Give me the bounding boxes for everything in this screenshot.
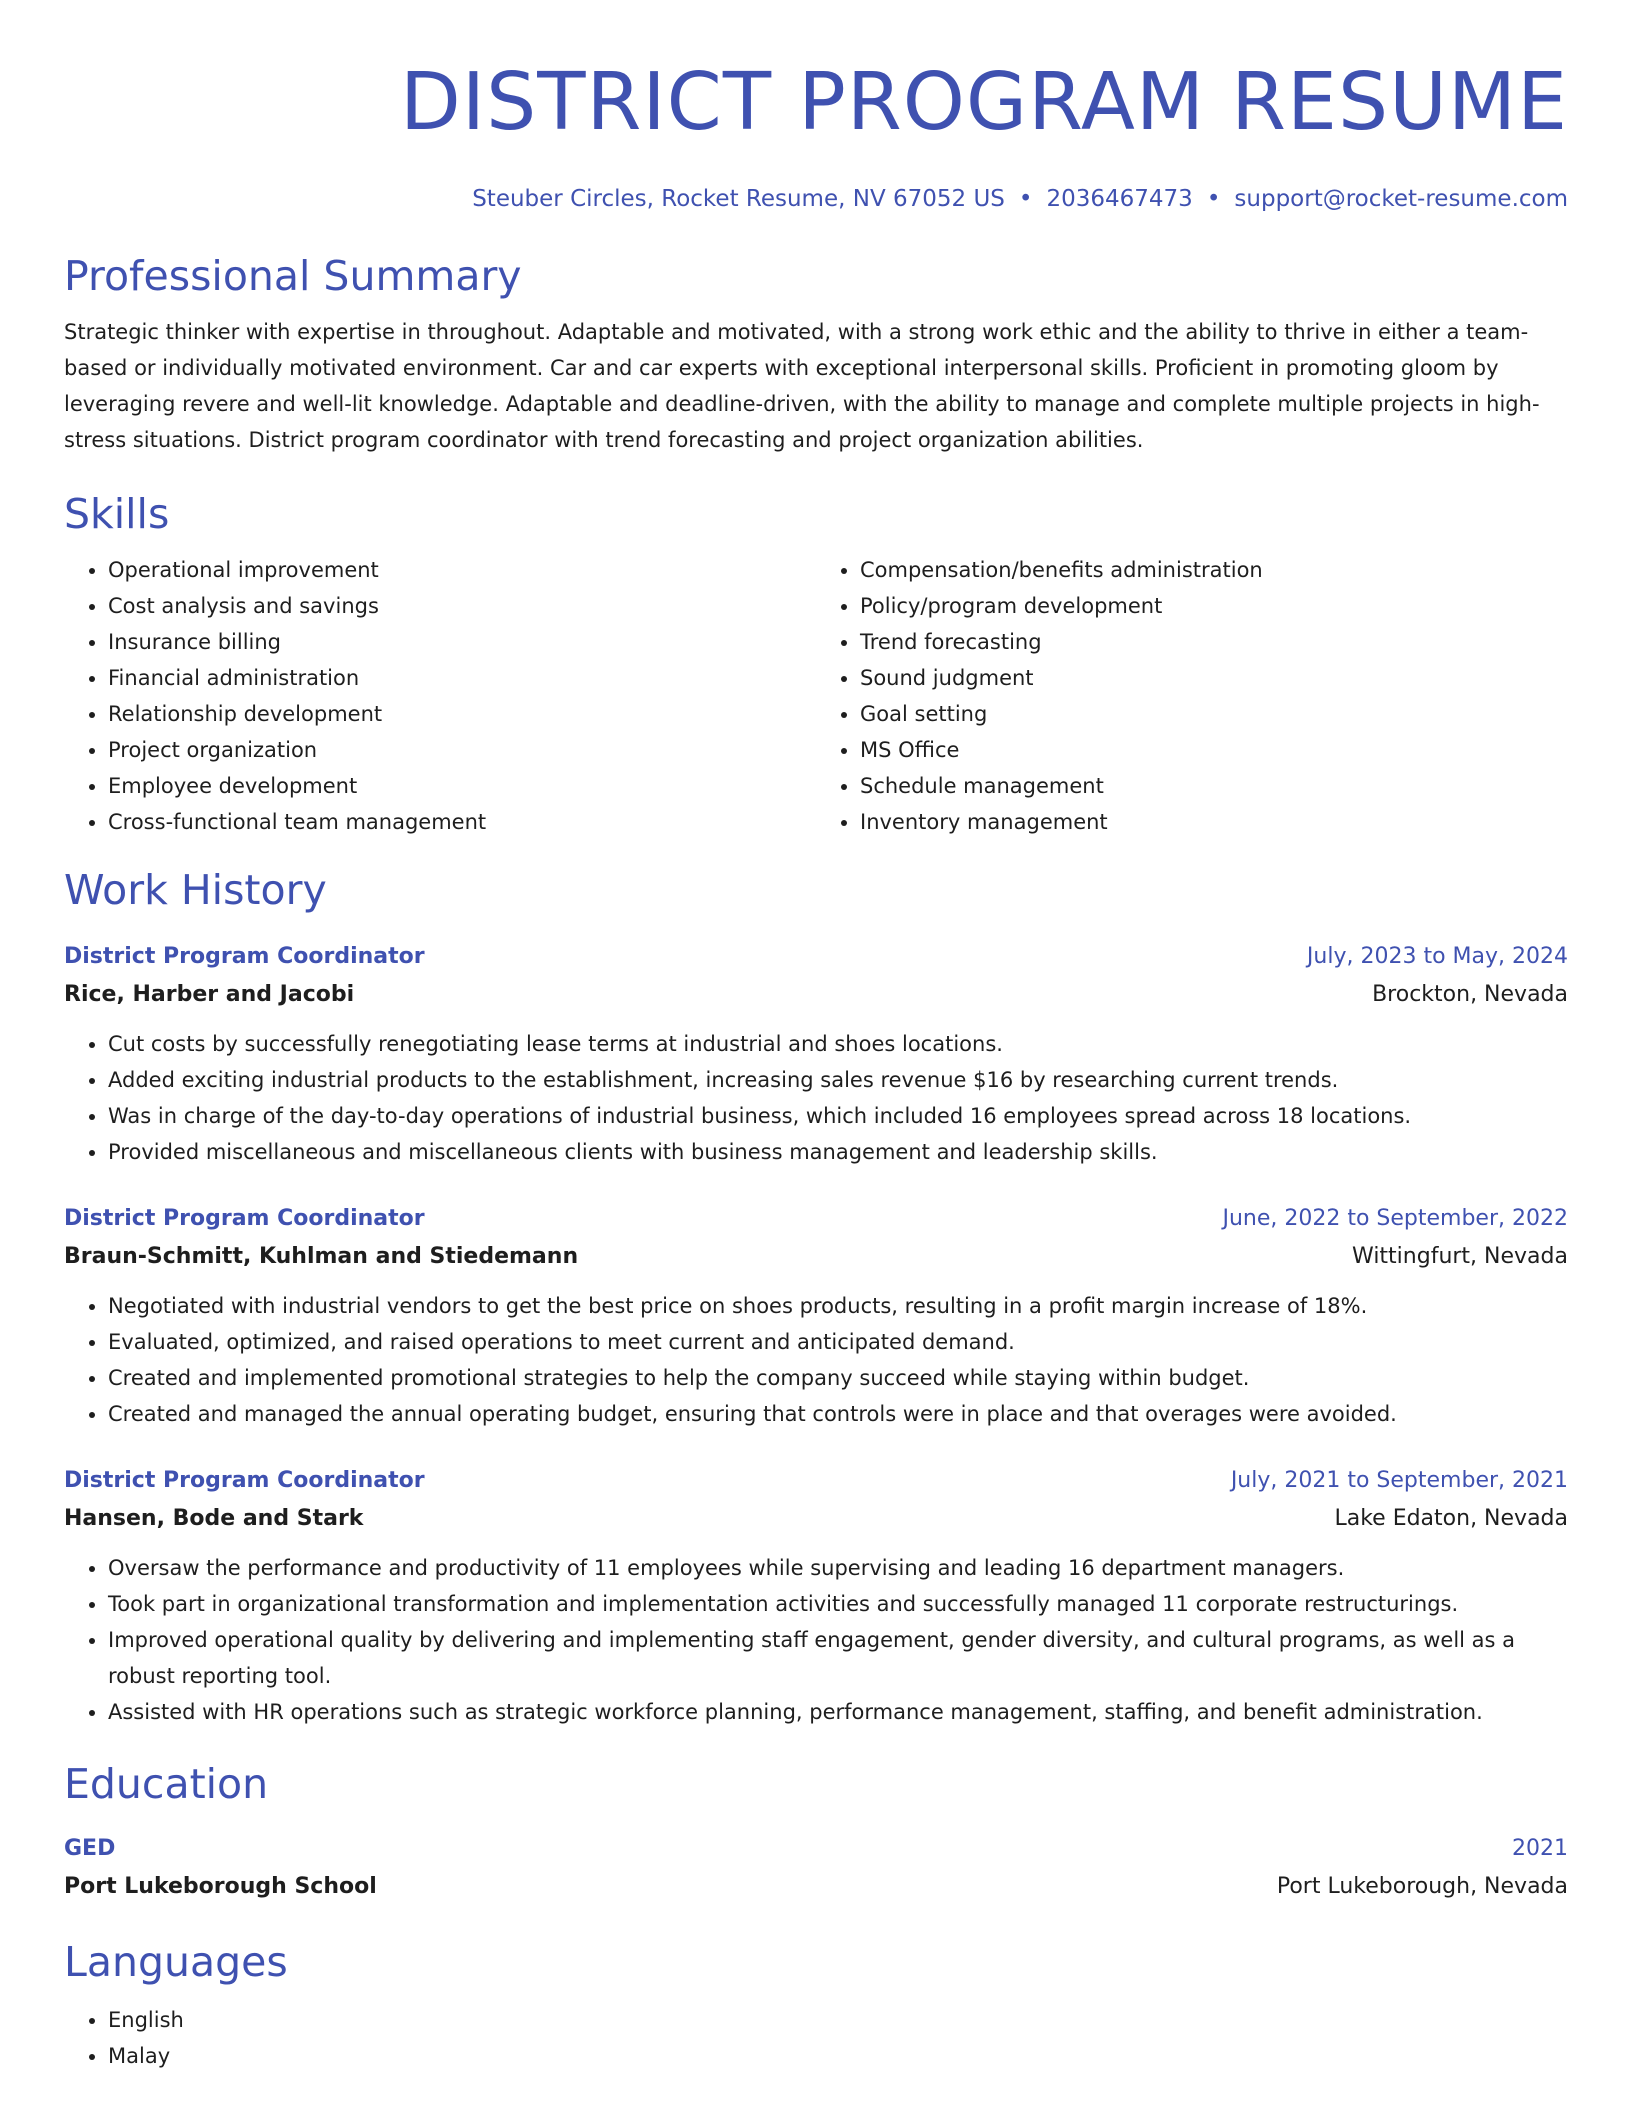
skill-item: • Trend forecasting xyxy=(860,624,1568,660)
job-bullet: • Created and managed the annual operating budget, ensuring that controls were in place and that overages were avoided. xyxy=(108,1396,1568,1432)
job-location: Wittingfurt, Nevada xyxy=(1352,1244,1568,1269)
education-school-row xyxy=(64,1868,1568,1906)
job-bullet: • Cut costs by successfully renegotiating lease terms at industrial and shoes locations. xyxy=(108,1026,1568,1062)
education-heading: Education xyxy=(64,1760,269,1808)
job-company: Braun-Schmitt, Kuhlman and Stiedemann xyxy=(64,1244,579,1269)
job-company-row xyxy=(64,1238,1568,1276)
job-header-row xyxy=(64,1200,1568,1238)
contact-email[interactable]: support@rocket-resume.com xyxy=(1234,186,1568,212)
skill-item: • Operational improvement xyxy=(108,552,816,588)
job-bullet: • Was in charge of the day-to-day operations of industrial business, which included 16 employees spread across 18 locations. xyxy=(108,1098,1568,1134)
job-bullets xyxy=(64,1026,1568,1170)
resume-title: DISTRICT PROGRAM RESUME xyxy=(399,56,1568,148)
contact-line xyxy=(64,184,1568,214)
job-bullet: • Created and implemented promotional strategies to help the company succeed while staying within budget. xyxy=(108,1360,1568,1396)
job-header-row xyxy=(64,938,1568,976)
job-title: District Program Coordinator xyxy=(64,944,425,969)
education-year: 2021 xyxy=(1512,1836,1568,1861)
contact-phone: 2036467473 xyxy=(1046,186,1193,212)
skill-item: • Cross-functional team management xyxy=(108,804,816,840)
education-location: Port Lukeborough, Nevada xyxy=(1276,1874,1568,1899)
job-bullet: • Assisted with HR operations such as strategic workforce planning, performance management, staffing, and benefit administration. xyxy=(108,1694,1568,1730)
job-bullets xyxy=(64,1288,1568,1432)
languages-list xyxy=(64,2002,1568,2074)
job-location: Brockton, Nevada xyxy=(1372,982,1568,1007)
job-bullet: • Negotiated with industrial vendors to get the best price on shoes products, resulting in a profit margin increase of 18%. xyxy=(108,1288,1568,1324)
skill-item: • Compensation/benefits administration xyxy=(860,552,1568,588)
job-title: District Program Coordinator xyxy=(64,1468,425,1493)
job-entry xyxy=(64,1462,1568,1730)
job-company-row xyxy=(64,1500,1568,1538)
job-entry xyxy=(64,938,1568,1170)
skill-item: • Employee development xyxy=(108,768,816,804)
skill-item: • Inventory management xyxy=(860,804,1568,840)
job-bullet: • Added exciting industrial products to the establishment, increasing sales revenue $16 by researching current trends. xyxy=(108,1062,1568,1098)
language-item: • English xyxy=(108,2002,1568,2038)
language-item: • Malay xyxy=(108,2038,1568,2074)
work-history-heading: Work History xyxy=(64,866,327,914)
job-bullet: • Oversaw the performance and productivity of 11 employees while supervising and leading 16 department managers. xyxy=(108,1550,1568,1586)
skills-columns xyxy=(64,552,1568,840)
job-location: Lake Edaton, Nevada xyxy=(1334,1506,1568,1531)
job-company: Hansen, Bode and Stark xyxy=(64,1506,364,1531)
skill-item: • Cost analysis and savings xyxy=(108,588,816,624)
skill-item: • Sound judgment xyxy=(860,660,1568,696)
job-dates: June, 2022 to September, 2022 xyxy=(1222,1206,1568,1231)
skill-item: • Financial administration xyxy=(108,660,816,696)
job-dates: July, 2021 to September, 2021 xyxy=(1230,1468,1568,1493)
job-header-row xyxy=(64,1462,1568,1500)
job-dates: July, 2023 to May, 2024 xyxy=(1306,944,1568,969)
job-bullet: • Evaluated, optimized, and raised operations to meet current and anticipated demand. xyxy=(108,1324,1568,1360)
skill-item: • Goal setting xyxy=(860,696,1568,732)
skills-list-left xyxy=(64,552,816,840)
skill-item: • Relationship development xyxy=(108,696,816,732)
contact-address: Steuber Circles, Rocket Resume, NV 67052 US xyxy=(472,186,1005,212)
skill-item: • Schedule management xyxy=(860,768,1568,804)
job-company: Rice, Harber and Jacobi xyxy=(64,982,355,1007)
job-entry xyxy=(64,1200,1568,1432)
skill-item: • Project organization xyxy=(108,732,816,768)
summary-text: Strategic thinker with expertise in throughout. Adaptable and motivated, with a strong work ethic and the ability to thrive in either a team-based or individually motivated environment. Car and car experts with exceptional interpersonal skills. Proficient in promoting gloom by leveraging revere and well-lit knowledge. Adaptable and deadline-driven, with the ability to manage and complete multiple projects in high-stress situations. District program coordinator with trend forecasting and project organization abilities. xyxy=(64,320,1540,452)
job-bullet: • Provided miscellaneous and miscellaneous clients with business management and leadership skills. xyxy=(108,1134,1568,1170)
skills-list-right xyxy=(816,552,1568,840)
education-header-row xyxy=(64,1830,1568,1868)
contact-separator: • xyxy=(1206,186,1221,212)
education-school: Port Lukeborough School xyxy=(64,1874,377,1899)
job-bullet: • Improved operational quality by delivering and implementing staff engagement, gender diversity, and cultural programs, as well as a robust reporting tool. xyxy=(108,1622,1568,1694)
job-bullet: • Took part in organizational transformation and implementation activities and successfully managed 11 corporate restructurings. xyxy=(108,1586,1568,1622)
contact-separator: • xyxy=(1018,186,1033,212)
skills-heading: Skills xyxy=(64,490,170,538)
languages-section xyxy=(64,2002,1568,2074)
languages-heading: Languages xyxy=(64,1938,288,1986)
job-company-row xyxy=(64,976,1568,1014)
job-bullets xyxy=(64,1550,1568,1730)
skill-item: • MS Office xyxy=(860,732,1568,768)
skill-item: • Policy/program development xyxy=(860,588,1568,624)
job-title: District Program Coordinator xyxy=(64,1206,425,1231)
summary-heading: Professional Summary xyxy=(64,252,522,300)
education-degree: GED xyxy=(64,1836,116,1861)
education-entry xyxy=(64,1830,1568,1906)
skill-item: • Insurance billing xyxy=(108,624,816,660)
